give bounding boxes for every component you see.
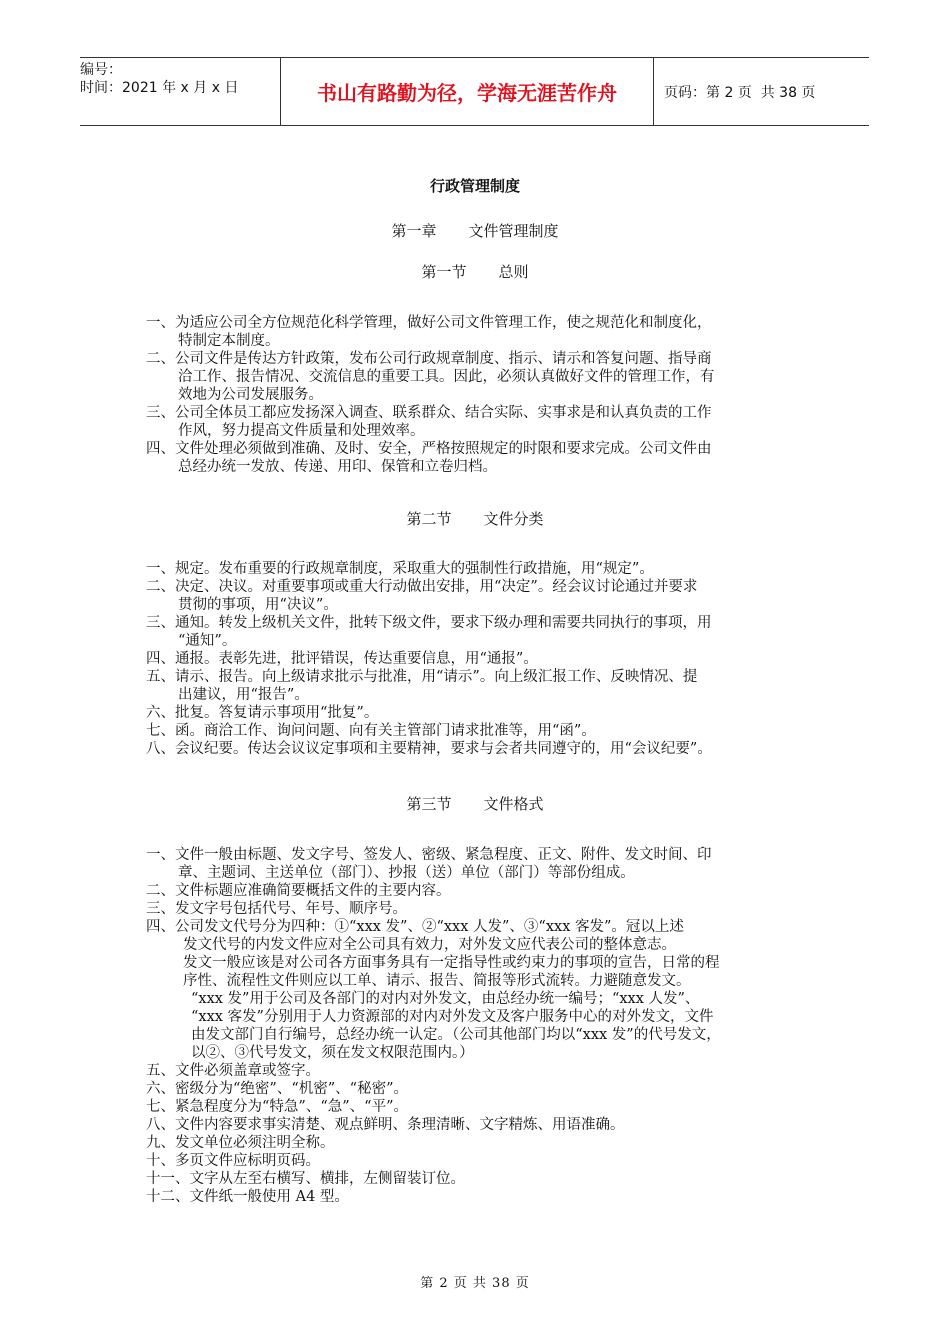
section3-name: 文件格式 [483,795,544,813]
text-line: 发文一般应该是对公司各方面事务具有一定指导性或约束力的事项的宣告，日常的程 [183,955,720,971]
section2-name: 文件分类 [483,510,544,528]
section1-body [146,314,826,476]
text-line: 十二、文件纸一般使用 A4 型。 [146,1189,349,1205]
text-line: 洽工作、报告情况、交流信息的重要工具。因此，必须认真做好文件的管理工作，有 [178,369,715,385]
section3-body [146,846,826,1206]
text-line: 三、发文字号包括代号、年号、顺序号。 [146,901,407,917]
text-line: 一、文件一般由标题、发文字号、签发人、密级、紧急程度、正文、附件、发文时间、印 [146,847,712,863]
section2-heading [0,508,950,529]
chapter-heading [0,220,950,241]
text-line: 八、文件内容要求事实清楚、观点鲜明、条理清晰、文字精炼、用语准确。 [146,1117,625,1133]
text-line: 九、发文单位必须注明全称。 [146,1135,335,1151]
text-line: 七、紧急程度分为“特急”、“急”、“平”。 [146,1099,408,1115]
text-line: 十一、文字从左至右横写、横排，左侧留装订位。 [146,1171,465,1187]
text-line: “xxx 客发”分别用于人力资源部的对内对外发文及客户服务中心的对外发文，文件 [191,1009,714,1025]
text-line: 由发文部门自行编号，总经办统一认定。（公司其他部门均以“xxx 发”的代号发文， [191,1027,721,1043]
text-line: 出建议，用“报告”。 [178,687,309,703]
section1-number: 第一节 [421,263,467,281]
text-line: 七、函。商洽工作、询问问题、向有关主管部门请求批准等，用“函”。 [146,723,596,739]
text-line: 六、批复。答复请示事项用“批复”。 [146,705,379,721]
section1-name: 总则 [498,263,529,281]
text-line: 章、主题词、主送单位（部门）、抄报（送）单位（部门）等部份组成。 [178,865,635,881]
date-label: 时间：2021 年 x 月 x 日 [80,80,239,96]
text-line: 四、文件处理必须做到准确、及时、安全，严格按照规定的时限和要求完成。公司文件由 [146,441,712,457]
text-line: 五、请示、报告。向上级请求批示与批准，用“请示”。向上级汇报工作、反映情况、提 [146,669,698,685]
text-line: 四、通报。表彰先进，批评错误，传达重要信息，用“通报”。 [146,651,538,667]
chapter-name: 文件管理制度 [468,222,559,240]
header-meta [80,58,280,128]
text-line: 一、规定。发布重要的行政规章制度，采取重大的强制性行政措施，用“规定”。 [146,561,654,577]
section2-body [146,560,826,758]
text-line: 八、会议纪要。传达会议议定事项和主要精神，要求与会者共同遵守的，用“会议纪要”。 [146,741,712,757]
section2-number: 第二节 [406,510,452,528]
text-line: 特制定本制度。 [178,333,280,349]
chapter-number: 第一章 [391,222,437,240]
text-line: 总经办统一发放、传递、用印、保管和立卷归档。 [178,459,497,475]
header-page-info [654,58,879,125]
text-line: “通知”。 [178,633,237,649]
text-line: 二、文件标题应准确简要概括文件的主要内容。 [146,883,451,899]
text-line: 发文代号的内发文件应对全公司具有效力，对外发文应代表公司的整体意志。 [183,937,676,953]
number-label: 编号： [80,62,122,78]
page-footer: 第 2 页 共 38 页 [420,1276,530,1291]
document-title: 行政管理制度 [429,177,520,195]
text-line: 三、通知。转发上级机关文件，批转下级文件，要求下级办理和需要共同执行的事项，用 [146,615,712,631]
text-line: 四、公司发文代号分为四种：①“xxx 发”、②“xxx 人发”、③“xxx 客发”。冠以上述 [146,919,684,935]
text-line: 十、多页文件应标明页码。 [146,1153,320,1169]
header-motto: 书山有路勤为径，学海无涯苦作舟 [280,58,654,125]
text-line: 一、为适应公司全方位规范化科学管理，做好公司文件管理工作，使之规范化和制度化， [146,315,712,331]
text-line: 贯彻的事项，用“决议”。 [178,597,338,613]
text-line: 二、公司文件是传达方针政策，发布公司行政规章制度、指示、请示和答复问题、指导商 [146,351,712,367]
section3-number: 第三节 [406,795,452,813]
text-line: 六、密级分为“绝密”、“机密”、“秘密”。 [146,1081,408,1097]
text-line: 以②、③代号发文，须在发文权限范围内。） [191,1045,474,1061]
text-line: 二、决定、决议。对重要事项或重大行动做出安排，用“决定”。经会议讨论通过并要求 [146,579,698,595]
page-label: 页码：第 2 页 共 38 页 [664,84,816,101]
text-line: 五、文件必须盖章或签字。 [146,1063,320,1079]
text-line: 三、公司全体员工都应发扬深入调查、联系群众、结合实际、实事求是和认真负责的工作 [146,405,712,421]
text-line: “xxx 发”用于公司及各部门的对内对外发文，由总经办统一编号；“xxx 人发”、 [191,991,700,1007]
section1-heading [0,261,950,282]
text-line: 效地为公司发展服务。 [178,387,323,403]
section3-heading [0,793,950,814]
text-line: 序性、流程性文件则应以工单、请示、报告、简报等形式流转。力避随意发文。 [183,973,691,989]
page-header [80,57,869,126]
text-line: 作风，努力提高文件质量和处理效率。 [178,423,425,439]
